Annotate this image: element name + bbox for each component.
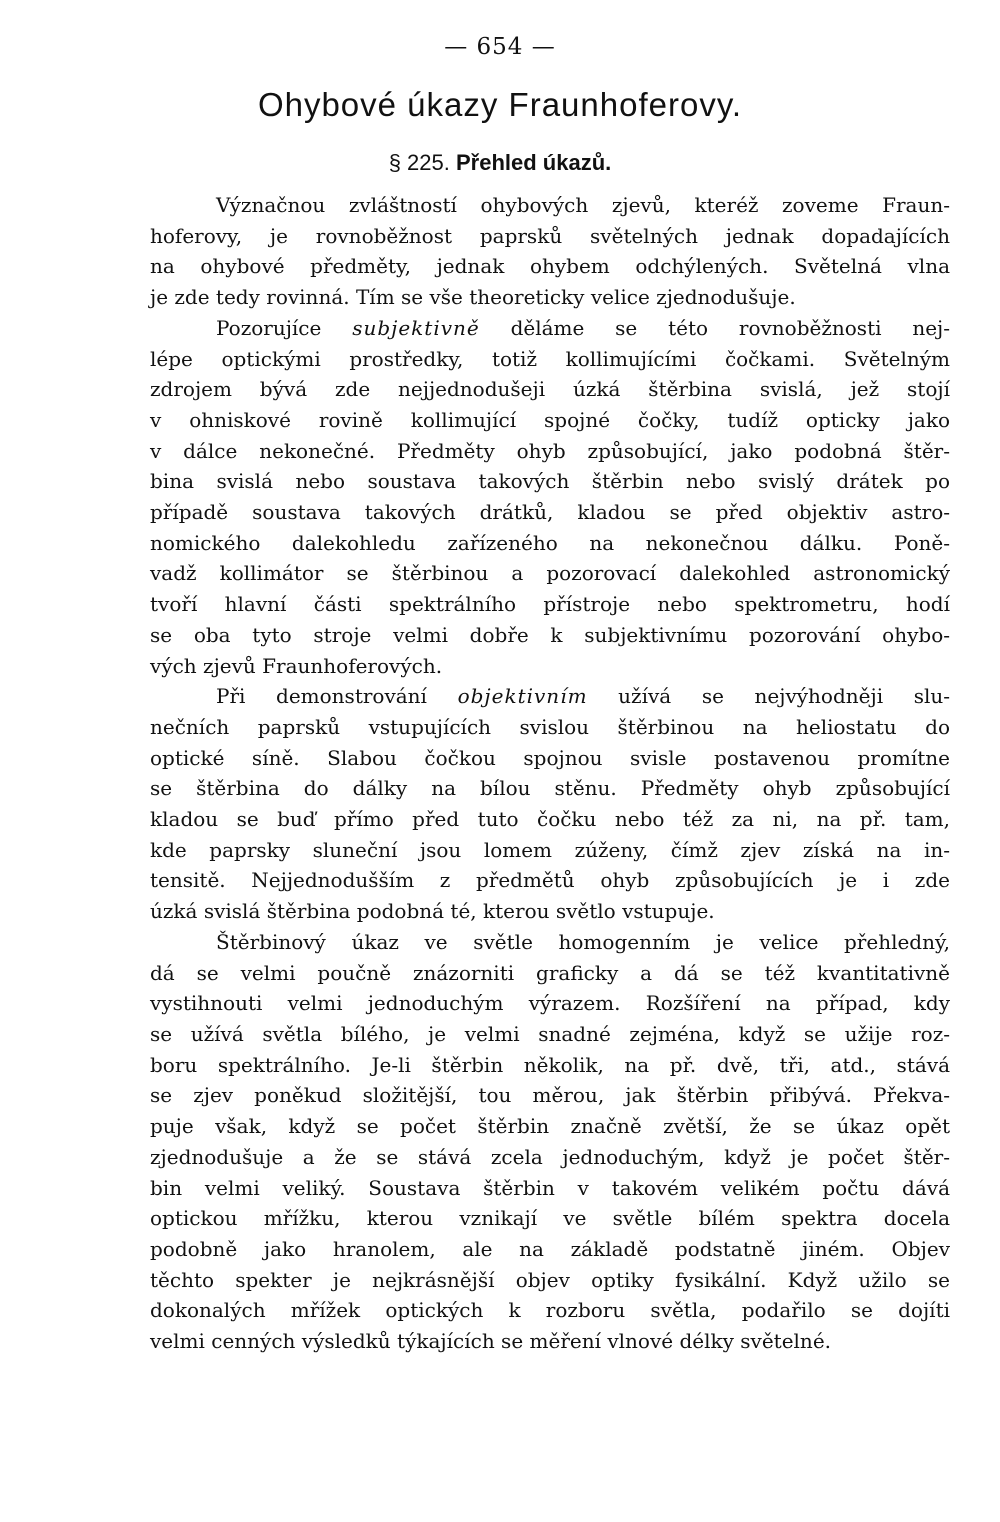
emphasized-term: objektivním	[457, 684, 588, 709]
text-line: tensitě. Nejjednodušším z předmětů ohyb způsobujících je i zde	[150, 868, 950, 893]
text-line: velmi cenných výsledků týkajících se měření vlnové délky světelné.	[150, 1329, 832, 1354]
text-line: úzká svislá štěrbina podobná té, kterou světlo vstupuje.	[150, 899, 715, 924]
text-line: dá se velmi poučně znázorniti graficky a dá se též kvantitativně	[150, 960, 950, 985]
text-line: Pozorujíce subjektivně děláme se této rovnoběžnosti nej-	[216, 315, 951, 340]
text-line: vadž kollimátor se štěrbinou a pozorovací dalekohled astronomický	[150, 561, 950, 586]
text-line: kde paprsky sluneční jsou lomem zúženy, čímž zjev získá na in-	[150, 837, 950, 862]
text-line: je zde tedy rovinná. Tím se vše theoreticky velice zjednodušuje.	[150, 285, 796, 310]
text-line: se zjev poněkud složitější, tou měrou, jak štěrbin přibývá. Překva-	[150, 1083, 950, 1108]
text-line: optickou mřížku, kterou vznikají ve světle bílém spektra docela	[150, 1206, 950, 1231]
text-line: zdrojem bývá zde nejjednodušeji úzká štěrbina svislá, jež stojí	[150, 377, 950, 402]
text-line: se štěrbina do dálky na bílou stěnu. Předměty ohyb způsobující	[150, 776, 950, 801]
text-line: optické síně. Slabou čočkou spojnou svisle postavenou promítne	[150, 745, 950, 770]
text-line: v ohniskové rovině kollimující spojné čočky, tudíž opticky jako	[150, 407, 950, 432]
emphasized-term: subjektivně	[352, 315, 480, 340]
text-line: zjednodušuje a že se stává zcela jednoduchým, když je počet štěr-	[150, 1144, 950, 1169]
paragraph	[150, 681, 950, 927]
text-line: nečních paprsků vstupujících svislou štěrbinou na heliostatu do	[150, 714, 950, 739]
text-line: hoferovy, je rovnoběžnost paprsků světelných jednak dopadajících	[150, 223, 950, 248]
page-number: — 654 —	[444, 34, 556, 60]
text-line: Štěrbinový úkaz ve světle homogenním je velice přehledný,	[216, 929, 950, 954]
text-line: těchto spekter je nejkrásnější objev optiky fysikální. Když užilo se	[150, 1267, 950, 1292]
paragraph	[150, 190, 950, 313]
text-line: se oba tyto stroje velmi dobře k subjektivnímu pozorování ohybo-	[150, 622, 950, 647]
text-line: Při demonstrování objektivním užívá se nejvýhodněji slu-	[216, 684, 951, 709]
text-line: tvoří hlavní části spektrálního přístroje nebo spektrometru, hodí	[150, 592, 950, 617]
section-number: § 225.	[388, 150, 450, 175]
text-line: lépe optickými prostředky, totiž kollimujícími čočkami. Světelným	[150, 346, 950, 371]
text-line: na ohybové předměty, jednak ohybem odchýlených. Světelná vlna	[150, 254, 950, 279]
text-line: vých zjevů Fraunhoferových.	[150, 653, 443, 678]
text-line: se užívá světla bílého, je velmi snadné zejména, když se užije roz-	[150, 1021, 950, 1046]
section-title: Přehled úkazů.	[456, 150, 612, 175]
text-line: Význačnou zvláštností ohybových zjevů, kteréž zoveme Fraun-	[216, 193, 950, 217]
text-line: dokonalých mřížek optických k rozboru světla, podařilo se dojíti	[150, 1298, 950, 1323]
chapter-title: Ohybové úkazy Fraunhoferovy.	[257, 86, 743, 123]
text-line: kladou se buď přímo před tuto čočku nebo též za ni, na př. tam,	[150, 807, 950, 832]
text-line: boru spektrálního. Je-li štěrbin několik, na př. dvě, tři, atd., stává	[150, 1052, 950, 1077]
text-line: puje však, když se počet štěrbin značně zvětší, že se úkaz opět	[150, 1114, 950, 1139]
text-line: vystihnouti velmi jednoduchým výrazem. Rozšíření na případ, kdy	[150, 991, 950, 1016]
text-line: v dálce nekonečné. Předměty ohyb způsobující, jako podobná štěr-	[150, 438, 950, 463]
text-line: bina svislá nebo soustava takových štěrbin nebo svislý drátek po	[150, 469, 950, 494]
text-line: nomického dalekohledu zařízeného na nekonečnou dálku. Poně-	[150, 530, 950, 555]
paragraph	[150, 927, 950, 1357]
text-line: podobně jako hranolem, ale na základě podstatně jiném. Objev	[150, 1236, 950, 1261]
body-text	[150, 190, 950, 1357]
paragraph	[150, 313, 950, 681]
text-line: případě soustava takových drátků, kladou se před objektiv astro-	[150, 500, 950, 525]
section-heading	[0, 150, 1000, 176]
text-line: bin velmi veliký. Soustava štěrbin v takovém velikém počtu dává	[150, 1175, 950, 1200]
